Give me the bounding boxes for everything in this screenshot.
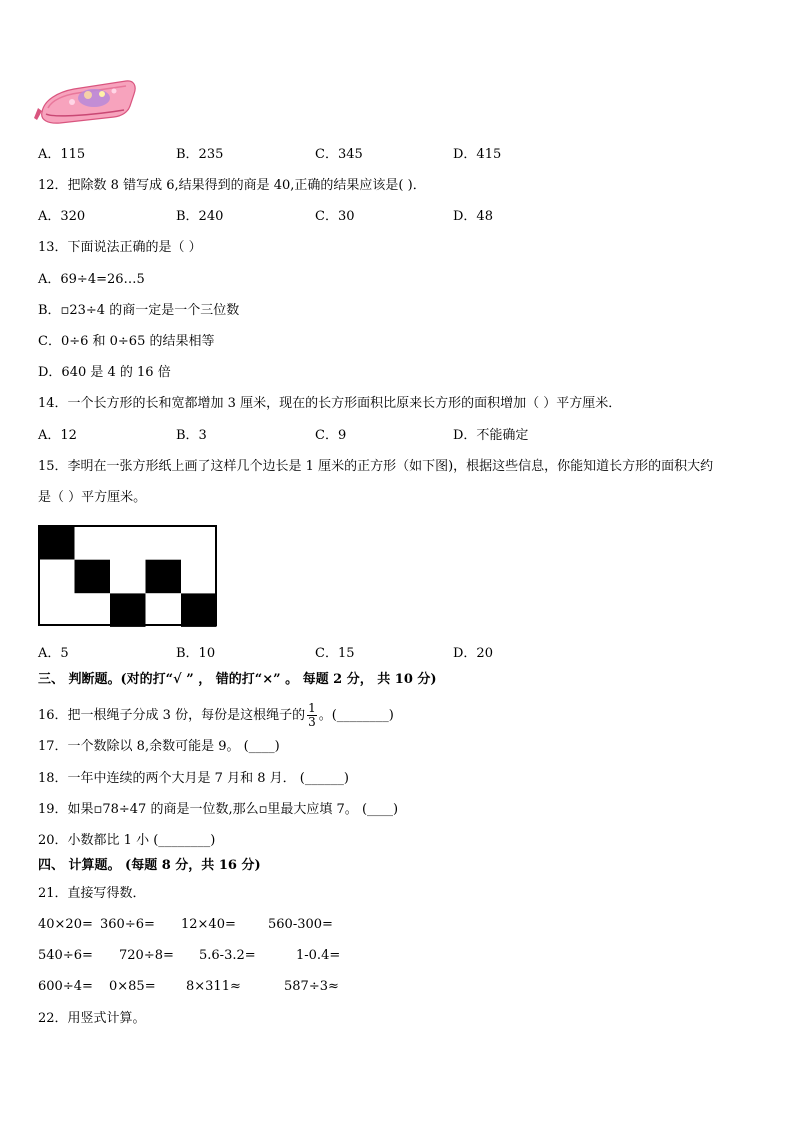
- q21-r1-c1[interactable]: 40×20=: [38, 917, 93, 932]
- q21-r3-c1[interactable]: 600÷4=: [38, 979, 93, 994]
- q20-question[interactable]: 20．小数都比 1 小 (________): [38, 833, 216, 848]
- q14-option-b[interactable]: B．3: [176, 428, 207, 443]
- rectangle-grid-figure: [38, 525, 218, 627]
- q15-option-c[interactable]: C．15: [315, 646, 355, 661]
- q14-question: 14．一个长方形的长和宽都增加 3 厘米，现在的长方形面积比原来长方形的面积增加（ ）平方厘米．: [38, 396, 622, 411]
- q21-question: 21．直接写得数．: [38, 886, 146, 901]
- shaded-square-3: [146, 560, 182, 594]
- fraction-one-third: [307, 702, 317, 729]
- q11-option-c[interactable]: C．345: [315, 147, 363, 162]
- q15-question-line2: 是（ ）平方厘米。: [38, 490, 147, 505]
- q16-text-before: 16．把一根绳子分成 3 份，每份是这根绳子的: [38, 708, 306, 723]
- q12-option-d[interactable]: D．48: [453, 209, 493, 224]
- q12-question: 12．把除数 8 错写成 6,结果得到的商是 40,正确的结果应该是( )．: [38, 178, 426, 193]
- q15-option-d[interactable]: D．20: [453, 646, 493, 661]
- q12-option-a[interactable]: A．320: [38, 209, 86, 224]
- q14-option-c[interactable]: C．9: [315, 428, 347, 443]
- q22-question: 22．用竖式计算。: [38, 1011, 146, 1026]
- q21-r3-c2[interactable]: 0×85=: [109, 979, 156, 994]
- shaded-square-4: [110, 593, 146, 627]
- q19-question[interactable]: 19．如果▫78÷47 的商是一位数,那么▫里最大应填 7。 (____): [38, 802, 399, 817]
- q11-option-b[interactable]: B．235: [176, 147, 224, 162]
- q21-r2-c4[interactable]: 1-0.4=: [296, 948, 341, 963]
- q13-option-b[interactable]: B．▫23÷4 的商一定是一个三位数: [38, 303, 240, 318]
- q11-option-a[interactable]: A．115: [38, 147, 86, 162]
- q16-answer-blank[interactable]: 。(________): [318, 708, 394, 723]
- q18-question[interactable]: 18．一年中连续的两个大月是 7 月和 8 月． (______): [38, 771, 349, 786]
- q15-question-line1: 15．李明在一张方形纸上画了这样几个边长是 1 厘米的正方形（如下图)，根据这些信息，你能知道长方形的面积大约: [38, 459, 714, 474]
- q11-option-d[interactable]: D．415: [453, 147, 502, 162]
- q16-question: [38, 702, 394, 729]
- section-3-heading: 三、 判断题。(对的打“√ ” ， 错的打“×” 。 每题 2 分， 共 10 分): [38, 672, 437, 687]
- shaded-square-2: [75, 560, 111, 594]
- q21-r2-c3[interactable]: 5.6-3.2=: [199, 948, 256, 963]
- q21-r1-c2[interactable]: 360÷6=: [100, 917, 155, 932]
- q21-r1-c4[interactable]: 560-300=: [268, 917, 333, 932]
- q12-option-c[interactable]: C．30: [315, 209, 355, 224]
- q21-r2-c2[interactable]: 720÷8=: [119, 948, 174, 963]
- q15-option-b[interactable]: B．10: [176, 646, 216, 661]
- q21-r1-c3[interactable]: 12×40=: [181, 917, 236, 932]
- q13-option-c[interactable]: C．0÷6 和 0÷65 的结果相等: [38, 334, 215, 349]
- section-4-heading: 四、 计算题。 (每题 8 分，共 16 分): [38, 858, 261, 873]
- q12-option-b[interactable]: B．240: [176, 209, 224, 224]
- shaded-square-1: [39, 526, 75, 560]
- q13-question: 13．下面说法正确的是（ ）: [38, 240, 202, 255]
- q13-option-d[interactable]: D．640 是 4 的 16 倍: [38, 365, 171, 380]
- q21-r2-c1[interactable]: 540÷6=: [38, 948, 93, 963]
- pencil-case-image: [34, 78, 138, 126]
- q14-option-d[interactable]: D．不能确定: [453, 428, 529, 443]
- q13-option-a[interactable]: A．69÷4=26…5: [38, 272, 145, 287]
- q21-r3-c3[interactable]: 8×311≈: [186, 979, 241, 994]
- fraction-numerator: 1: [308, 701, 316, 715]
- shaded-square-5: [181, 593, 217, 627]
- fraction-denominator: 3: [308, 715, 316, 729]
- q17-question[interactable]: 17．一个数除以 8,余数可能是 9。 (____): [38, 739, 280, 754]
- q21-r3-c4[interactable]: 587÷3≈: [284, 979, 339, 994]
- q14-option-a[interactable]: A．12: [38, 428, 77, 443]
- q15-option-a[interactable]: A．5: [38, 646, 69, 661]
